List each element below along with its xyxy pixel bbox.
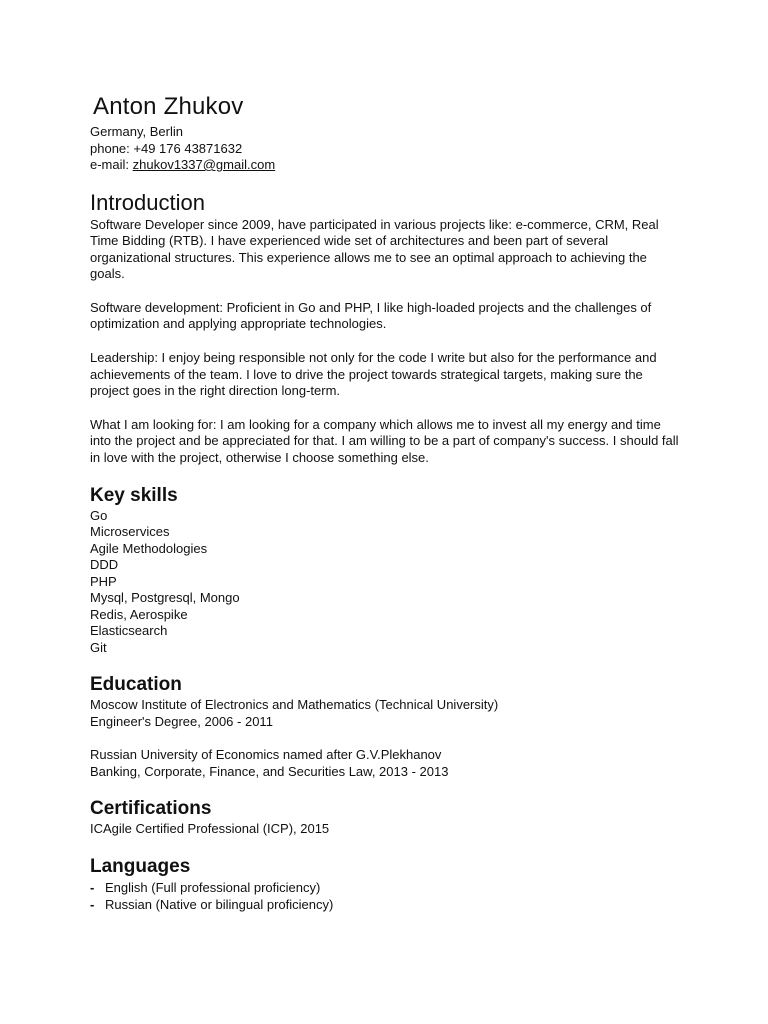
email-line <box>90 157 680 174</box>
phone-text: phone: +49 176 43871632 <box>90 140 243 156</box>
certification-item: ICAgile Certified Professional (ICP), 2015 <box>90 821 330 837</box>
skill-item: Redis, Aerospike <box>90 606 188 622</box>
skill-item: DDD <box>90 557 119 573</box>
language-item <box>90 879 680 896</box>
skill-item: PHP <box>90 573 117 589</box>
location-text: Germany, Berlin <box>90 124 183 139</box>
skill-item: Elasticsearch <box>90 623 168 639</box>
skill-item: Mysql, Postgresql, Mongo <box>90 590 240 606</box>
candidate-name: Anton Zhukov <box>93 93 244 120</box>
education-entry <box>90 747 680 780</box>
skills-list <box>90 508 680 657</box>
skill-item: Agile Methodologies <box>90 540 208 556</box>
skills-heading: Key skills <box>90 484 178 506</box>
intro-paragraph: Software development: Proficient in Go and PHP, I like high-loaded projects and the challenges of optimization and applying appropriate technologies. <box>90 299 652 332</box>
skill-item: Microservices <box>90 524 170 540</box>
skill-item: Git <box>90 639 107 655</box>
bullet-dash: - <box>90 879 95 895</box>
spacer <box>90 730 680 747</box>
bullet-dash: - <box>90 896 95 912</box>
language-item <box>90 896 680 913</box>
education-heading: Education <box>90 674 182 696</box>
education-degree: Banking, Corporate, Finance, and Securities Law, 2013 - 2013 <box>90 763 449 779</box>
email-link[interactable]: zhukov1337@gmail.com <box>132 157 276 172</box>
email-label: e-mail: <box>90 157 133 172</box>
language-text: English (Full professional proficiency) <box>105 879 321 895</box>
intro-paragraph: Software Developer since 2009, have participated in various projects like: e-commerce, CRM, Real Time Bidding (RTB). I have experienced wide set of architectures and been part of several organizational structures. This experience allows me to see an optimal approach to achieving the goals. <box>90 216 659 282</box>
education-school: Moscow Institute of Electronics and Mathematics (Technical University) <box>90 697 499 713</box>
introduction-heading: Introduction <box>90 189 205 215</box>
languages-heading: Languages <box>90 855 191 877</box>
intro-paragraph: Leadership: I enjoy being responsible not only for the code I write but also for the performance and achievements of the team. I love to drive the project towards strategical targets, making sure the project goes in the right direction long-term. <box>90 350 657 399</box>
education-school: Russian University of Economics named after G.V.Plekhanov <box>90 747 442 763</box>
language-text: Russian (Native or bilingual proficiency) <box>105 896 334 912</box>
resume-content <box>90 92 680 913</box>
certifications-heading: Certifications <box>90 798 212 820</box>
intro-paragraph: What I am looking for: I am looking for a company which allows me to invest all my energy and time into the project and be appreciated for that. I am willing to be a part of company's success. I should fall in love with the project, otherwise I choose something else. <box>90 416 679 466</box>
languages-list <box>90 879 680 913</box>
skill-item: Go <box>90 507 108 523</box>
education-degree: Engineer's Degree, 2006 - 2011 <box>90 713 273 729</box>
education-entry <box>90 697 680 730</box>
